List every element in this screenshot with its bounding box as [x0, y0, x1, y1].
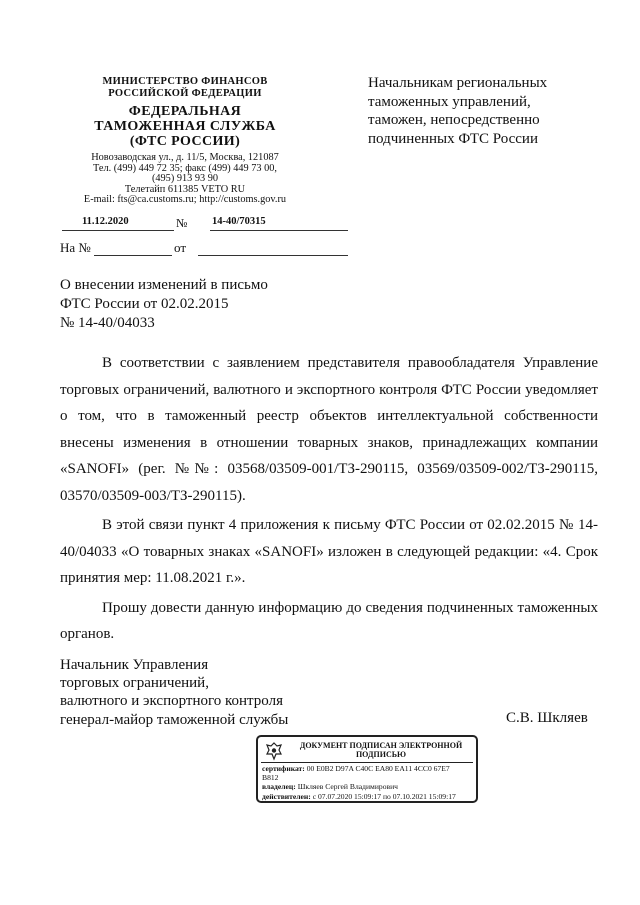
signatory-name: С.В. Шкляев — [506, 710, 588, 726]
e-signature-stamp — [256, 735, 478, 803]
number-sign: № — [176, 216, 188, 230]
reference-label: На № — [60, 240, 91, 255]
phone-line: Тел. (499) 449 72 35; факс (499) 449 73 00, — [92, 162, 278, 174]
phone-line-2: (495) 913 93 90 — [151, 173, 219, 184]
ministry-name: МИНИСТЕРСТВО ФИНАНСОВ РОССИЙСКОЙ ФЕДЕРАЦИИ — [102, 76, 268, 99]
stamp-title: ДОКУМЕНТ ПОДПИСАН ЭЛЕКТРОННОЙ ПОДПИСЬЮ — [299, 741, 463, 759]
body-paragraph: Прошу довести данную информацию до сведения подчиненных таможенных органов. — [60, 599, 598, 642]
service-name: ФЕДЕРАЛЬНАЯ ТАМОЖЕННАЯ СЛУЖБА (ФТС РОССИИ) — [94, 104, 276, 149]
reference-line — [60, 238, 310, 260]
date-underline — [62, 230, 174, 231]
letter-body — [60, 350, 598, 648]
reference-from-label: от — [174, 240, 187, 255]
owner-row: владелец: Шкляев Сергей Владимирович — [262, 782, 398, 792]
reference-number-blank — [94, 255, 172, 256]
coat-of-arms-icon — [264, 741, 284, 761]
stamp-details — [262, 764, 474, 801]
signatory-position: Начальник Управления торговых ограничений, валютного и экспортного контроля генерал-майор таможенной службы — [60, 657, 289, 728]
certificate-row-2: B812 — [262, 773, 279, 783]
registration-line — [60, 212, 310, 234]
certificate-row: сертификат: 00 E0B2 D97A C40C EA80 EA11 4CC0 67E7 — [262, 764, 450, 773]
letter-date: 11.12.2020 — [82, 216, 129, 227]
address-line: Новозаводская ул., д. 11/5, Москва, 121087 — [91, 152, 279, 163]
reference-date-blank — [198, 255, 348, 256]
stamp-divider — [261, 762, 473, 763]
email-line: E-mail: fts@ca.customs.ru; http://customs.gov.ru — [83, 194, 287, 205]
contact-block — [60, 153, 310, 206]
number-underline — [210, 230, 348, 231]
validity-row: действителен: с 07.07.2020 15:09:17 по 07.10.2021 15:09:17 — [262, 791, 456, 801]
letter-number: 14-40/70315 — [212, 216, 266, 227]
addressee-block: Начальникам региональных таможенных управлений, таможен, непосредственно подчиненных ФТС России — [368, 75, 548, 147]
teletype-line: Телетайп 611385 VETO RU — [124, 183, 246, 195]
body-paragraph: В этой связи пункт 4 приложения к письму ФТС России от 02.02.2015 № 14-40/04033 «О товарных знаках «SANOFI» изложен в следующей редакции: «4. Срок принятия мер: 11.08.2021 г.». — [60, 517, 598, 586]
subject-block: О внесении изменений в письмо ФТС России от 02.02.2015 № 14-40/04033 — [60, 277, 268, 331]
body-paragraph: В соответствии с заявлением представителя правообладателя Управление торговых ограничений, валютного и экспортного контроля ФТС России уведомляет о том, что в таможенный реестр объектов интеллектуальной собственности внесены изменения в отношении товарных знаков, принадлежащих компании «SANOFI» (рег. №№: 03568/03509-001/ТЗ-290115, 03569/03509-002/ТЗ-290115, 03570/03509-003/ТЗ-290115). — [60, 355, 598, 504]
